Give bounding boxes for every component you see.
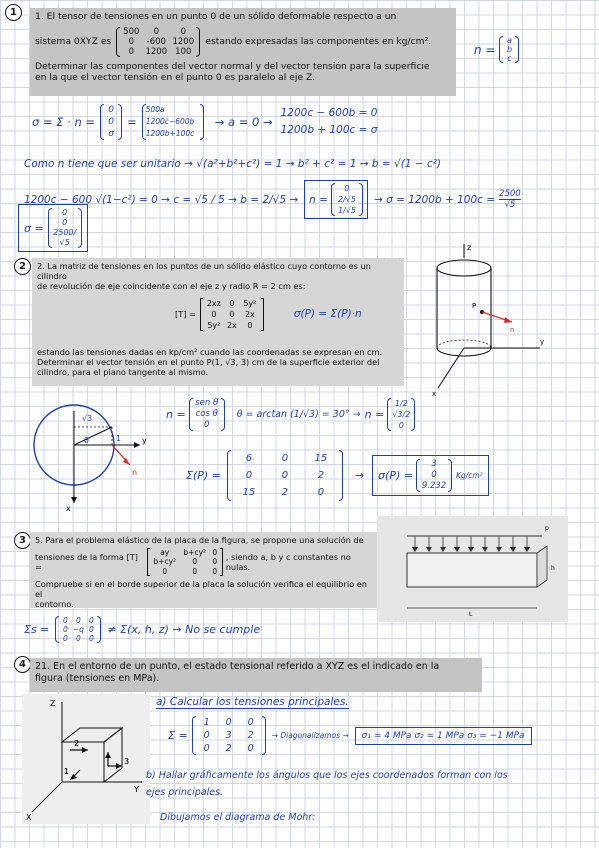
matrix-cell: 0 xyxy=(212,566,218,576)
p1-line2-prefix: sistema 0XYZ es xyxy=(35,35,112,47)
p1-n-result-box xyxy=(304,180,368,219)
matrix-cell: 1200 xyxy=(172,36,195,47)
p1-eq3-fraction xyxy=(499,189,521,210)
matrix-cell: 0 xyxy=(281,470,289,481)
p2-matrix-label: [T] = xyxy=(175,309,196,319)
p1-eq1-vec2 xyxy=(142,104,204,140)
matrix-cell: 0 xyxy=(162,566,168,576)
matrix-cell: 1200c−600b xyxy=(145,117,195,126)
p2-line1: 2. La matriz de tensiones en los puntos de un sólido elástico cuyo contorno es un cilindro xyxy=(37,261,371,281)
problem-4-statement xyxy=(30,658,482,692)
matrix-cell: 2xz xyxy=(206,298,221,308)
p1-line2-suffix: estando expresadas las componentes en kg/cm². xyxy=(205,35,432,47)
p3-stress-matrix xyxy=(147,548,223,577)
p3-line2 xyxy=(35,545,373,579)
p4-fig-y-label: Y xyxy=(134,785,139,794)
p1-eq1-system-2: 1200b + 100c = σ xyxy=(280,124,378,136)
p2-sigma-result-box xyxy=(372,455,489,496)
matrix-cell: 0 xyxy=(203,743,210,754)
p4-principal-stresses-box: σ₁ = 4 MPa σ₂ = 1 MPa σ₃ = −1 MPa xyxy=(355,727,532,745)
problem-3-number: 3 xyxy=(14,532,31,549)
p1-sigma-result-label: σ = xyxy=(24,221,44,235)
p1-equation-2: Como n tiene que ser unitario → √(a²+b²+c²) = 1 → b² + c² = 1 → b = √(1 − c²) xyxy=(24,158,442,170)
matrix-cell: 2x xyxy=(226,320,237,330)
p3-answer-rhs: ≠ Σ(x, h, z) → No se cumple xyxy=(107,623,261,636)
p2-cyl-y-label: y xyxy=(540,338,545,346)
p1-line4: en la que el vector tensión en el punto 0 es paralelo al eje Z. xyxy=(35,72,316,83)
p1-n-label: n = xyxy=(474,42,496,57)
p1-eq1-system xyxy=(281,105,378,139)
problem-2-statement xyxy=(32,258,404,386)
p4-cube-figure xyxy=(22,694,150,824)
p2-cylinder-figure xyxy=(420,240,550,400)
matrix-cell: a xyxy=(507,36,512,45)
p1-n-result-vec xyxy=(331,183,363,216)
p2-sigma-label: σ(P) = xyxy=(378,469,414,482)
p1-line3: Determinar las componentes del vector normal y del vector tensión para la superficie xyxy=(35,60,430,72)
p3-line2-prefix: tensiones de la forma [T] = xyxy=(35,552,138,572)
matrix-cell: 0 xyxy=(153,26,159,37)
p2-line3: estando las tensiones dadas en kp/cm² cuando las coordenadas se expresan en cm. xyxy=(37,347,383,357)
matrix-cell: b+cy² xyxy=(153,557,177,567)
p3-line2-suffix: , siendo a, b y c constantes no nulas. xyxy=(225,552,351,572)
matrix-cell: 2/√5 xyxy=(337,195,356,204)
p3-line4: contorno. xyxy=(35,599,74,609)
problem-1-statement xyxy=(30,8,456,96)
matrix-cell: 100 xyxy=(175,46,192,57)
p2-tensor-eq xyxy=(186,450,489,501)
p4-part-b-line1: b) Hallar gráficamente los ángulos que los ejes coordenados forman con los xyxy=(146,770,508,781)
p2-n-vector xyxy=(189,398,225,431)
p3-plate-figure xyxy=(377,516,568,622)
p4-line2: figura (tensiones en MPa). xyxy=(35,672,160,684)
p3-fig-load-label: p xyxy=(545,525,549,532)
matrix-cell: 0 xyxy=(192,557,198,567)
p2-n-definition xyxy=(166,398,415,431)
matrix-cell: 1 xyxy=(203,717,210,728)
problem-3-statement xyxy=(30,532,378,608)
matrix-cell: 6 xyxy=(245,453,253,464)
p2-cyl-n-label: n xyxy=(510,326,515,334)
matrix-cell: 1200 xyxy=(145,46,168,57)
p3-answer-matrix xyxy=(55,616,101,643)
matrix-cell: 0 xyxy=(76,616,81,625)
p4-line1: 21. En el entorno de un punto, el estado tensional referido a XYZ es el indicado en la xyxy=(35,661,440,672)
p4-part-b-line2: ejes principales. xyxy=(146,787,224,798)
p4-fig-arrow-3: 3 xyxy=(124,757,130,766)
matrix-cell: 2 xyxy=(281,487,289,498)
p2-circle-x-label: x xyxy=(66,504,71,513)
matrix-cell: 0 xyxy=(431,470,437,480)
matrix-cell: 0 xyxy=(128,36,134,47)
matrix-cell: 0 xyxy=(247,320,253,330)
matrix-cell: c xyxy=(507,54,512,63)
p2-matrix-row xyxy=(175,291,399,337)
p1-eq3-frac-num: 2500 xyxy=(499,189,521,199)
p1-eq1-result-a: → a = 0 → xyxy=(214,115,273,129)
p2-circle-y-label: y xyxy=(142,436,147,445)
matrix-cell: σ xyxy=(108,129,114,139)
p4-part-b-line3: Dibujamos el diagrama de Mohr: xyxy=(160,812,316,823)
matrix-cell: 5y² xyxy=(207,320,221,330)
p1-stress-matrix xyxy=(116,27,200,57)
matrix-cell: 1/√5 xyxy=(337,206,356,215)
p2-theta-eq: θ = arctan (1/√3) = 30° → xyxy=(236,409,361,420)
matrix-cell: 2x xyxy=(244,309,255,319)
p2-circle-sqrt3-label: √3 xyxy=(82,414,93,423)
matrix-cell: 0 xyxy=(62,218,68,227)
matrix-cell: b xyxy=(506,45,513,54)
matrix-cell: sen θ xyxy=(195,398,219,408)
matrix-cell: 3 xyxy=(225,730,232,741)
matrix-cell: 0 xyxy=(192,566,198,576)
matrix-cell: 0 xyxy=(225,717,232,728)
matrix-cell: 0 xyxy=(247,717,254,728)
p3-line3: Compruebe si en el borde superior de la placa la solución verifica el equilibrio en el xyxy=(35,579,367,599)
p4-part-a-eq xyxy=(168,716,532,755)
matrix-cell: 2500/√5 xyxy=(53,228,77,247)
p2-cyl-p-label: P xyxy=(472,302,477,310)
p4-fig-arrow-1: 1 xyxy=(64,767,70,776)
p1-line1: 1. El tensor de tensiones en un punto 0 de un sólido deformable respecto a un xyxy=(35,11,397,22)
p2-circle-n-label: n xyxy=(132,468,138,477)
p1-eq3-frac-den: √5 xyxy=(504,200,516,210)
matrix-cell: 0 xyxy=(229,309,235,319)
matrix-cell: 0 xyxy=(180,26,186,37)
p2-cyl-x-label: x xyxy=(432,390,437,398)
p2-line5: cilindro, para el plano tangente al mismo. xyxy=(37,367,209,377)
p2-sigma-vector xyxy=(416,459,452,492)
p2-n-label: n = xyxy=(166,408,186,421)
matrix-cell: 0 xyxy=(229,298,235,308)
p1-eq1-system-1: 1200c − 600b = 0 xyxy=(280,107,378,119)
matrix-cell: cos θ xyxy=(195,409,218,419)
p2-handwritten-eq: σ(P) = Σ(P)·n xyxy=(293,308,362,320)
p2-tensor-label: Σ(P) = xyxy=(186,469,221,482)
p1-n-definition xyxy=(474,36,519,63)
matrix-cell: 0 xyxy=(203,730,210,741)
matrix-cell: −q xyxy=(72,625,84,634)
p1-sigma-result-vec xyxy=(48,208,82,248)
matrix-cell: 0 xyxy=(63,616,68,625)
matrix-cell: 9.232 xyxy=(421,481,447,491)
matrix-cell: 0 xyxy=(76,634,81,643)
matrix-cell: 0 xyxy=(62,208,68,217)
p2-tensor-matrix xyxy=(227,450,343,501)
matrix-cell: 2 xyxy=(317,470,325,481)
p3-answer-lhs: Σs = xyxy=(24,623,50,636)
matrix-cell: 0 xyxy=(108,105,114,115)
matrix-cell: 0 xyxy=(211,309,217,319)
matrix-cell: ay xyxy=(160,547,170,557)
arrow: → xyxy=(354,469,365,482)
p4-fig-arrow-2: 2 xyxy=(74,739,80,748)
matrix-cell: 0 xyxy=(108,117,114,127)
p4-part-a-label: a) Calcular los tensiones principales. xyxy=(156,696,349,708)
p1-sigma-result-box xyxy=(18,204,88,252)
p3-answer xyxy=(24,616,260,643)
matrix-cell: 15 xyxy=(314,453,328,464)
matrix-cell: 0 xyxy=(281,453,289,464)
p2-units: Kg/cm² xyxy=(456,471,483,480)
matrix-cell: 0 xyxy=(63,634,68,643)
matrix-cell: 0 xyxy=(317,487,325,498)
p1-n-result-label: n = xyxy=(309,193,328,206)
p1-eq1-lhs: σ = Σ · n = xyxy=(32,115,96,129)
p4-tensor-matrix xyxy=(192,716,266,755)
matrix-cell: 0 xyxy=(89,634,94,643)
matrix-cell: 5y² xyxy=(243,298,257,308)
matrix-cell: 1200b+100c xyxy=(145,129,195,138)
matrix-cell: 0 xyxy=(398,421,404,430)
matrix-cell: 0 xyxy=(344,184,350,193)
p1-equation-1 xyxy=(32,104,377,140)
p2-line2: de revolución de eje coincidente con el eje z y radio R = 2 cm es: xyxy=(37,281,306,291)
p2-n-result-label: n = xyxy=(364,408,385,421)
matrix-cell: b+cy² xyxy=(183,547,207,557)
p1-eq3-sigma: → σ = 1200b + 100c = xyxy=(373,193,496,206)
matrix-cell: -600 xyxy=(146,36,166,47)
matrix-cell: 15 xyxy=(242,487,256,498)
p2-n-result-vec xyxy=(387,398,415,431)
p1-eq3-text: 1200c − 600 √(1−c²) = 0 → c = √5 / 5 → b = 2/√5 → xyxy=(24,193,299,206)
matrix-cell: 1/2 xyxy=(394,399,408,408)
matrix-cell: 2 xyxy=(247,730,254,741)
p3-fig-length-label: L xyxy=(469,611,473,618)
p1-eq1-vec1 xyxy=(100,104,122,140)
matrix-cell: 0 xyxy=(128,46,134,57)
p3-line1: 5. Para el problema elástico de la placa de la figura, se propone una solución de xyxy=(35,535,364,545)
p2-circle-one-label: 1 xyxy=(116,434,122,443)
matrix-cell: 0 xyxy=(245,470,253,481)
matrix-cell: 500 xyxy=(123,26,140,37)
p3-fig-height-label: h xyxy=(551,565,555,572)
p4-diag-arrow: → Diagonalizamos → xyxy=(271,731,349,740)
problem-1-number: 1 xyxy=(5,4,22,21)
matrix-cell: 0 xyxy=(247,743,254,754)
equals-sign: = xyxy=(127,115,137,129)
p2-circle-theta-label: θ xyxy=(84,436,89,445)
matrix-cell: 0 xyxy=(212,547,218,557)
p1-line2 xyxy=(35,23,451,61)
matrix-cell: 2 xyxy=(225,743,232,754)
p4-fig-x-label: X xyxy=(26,813,32,822)
p1-equation-3 xyxy=(24,180,521,219)
matrix-cell: 0 xyxy=(63,625,68,634)
p2-stress-matrix xyxy=(200,298,264,331)
matrix-cell: 0 xyxy=(89,616,94,625)
matrix-cell: 0 xyxy=(212,557,218,567)
matrix-cell: 3 xyxy=(431,459,437,469)
p2-cyl-z-label: z xyxy=(467,243,472,252)
p2-circle-figure xyxy=(22,395,152,515)
p4-fig-z-label: Z xyxy=(50,699,56,708)
problem-2-number: 2 xyxy=(14,258,31,275)
p2-line4: Determinar el vector tensión en el punto P(1, √3, 3) cm de la superficie exterior del xyxy=(37,357,380,367)
matrix-cell: 0 xyxy=(89,625,94,634)
matrix-cell: 0 xyxy=(203,420,210,430)
matrix-cell: 500a xyxy=(145,105,165,114)
matrix-cell: √3/2 xyxy=(392,410,411,419)
p1-n-vector xyxy=(499,36,519,63)
problem-4-number: 4 xyxy=(14,656,31,673)
p4-tensor-label: Σ = xyxy=(168,729,188,742)
